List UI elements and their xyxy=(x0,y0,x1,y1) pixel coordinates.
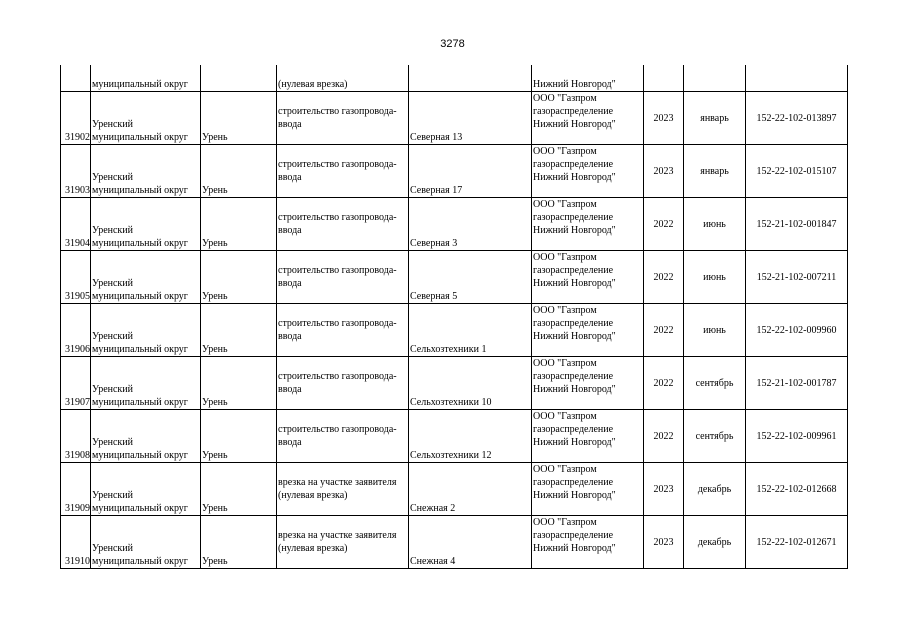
org-line-2: газораспределение xyxy=(533,159,614,170)
org-line-1: ООО "Газпром xyxy=(533,199,597,210)
table-body xyxy=(61,65,848,569)
cell-org xyxy=(532,516,644,569)
cell-street: Снежная 4 xyxy=(409,516,532,569)
cell-num: 31902 xyxy=(61,92,91,145)
cell-num: 31909 xyxy=(61,463,91,516)
district-line-2: муниципальный округ xyxy=(92,291,188,302)
org-line-3: Нижний Новгород" xyxy=(533,331,616,342)
cell-street: Северная 3 xyxy=(409,198,532,251)
org-line-3: Нижний Новгород" xyxy=(533,119,616,130)
district-line-1: Уренский xyxy=(92,172,133,183)
org-line-2: газораспределение xyxy=(533,318,614,329)
cell-district: муниципальный округ xyxy=(91,65,201,92)
cell-street: Сельхозтехники 10 xyxy=(409,357,532,410)
cell-code: 152-22-102-009960 xyxy=(746,304,848,357)
table-row xyxy=(61,410,848,463)
table-row-continuation xyxy=(61,65,848,92)
district-line-1: Уренский xyxy=(92,384,133,395)
district-line-1: Уренский xyxy=(92,331,133,342)
cell-district xyxy=(91,251,201,304)
table-row xyxy=(61,251,848,304)
cell-locality: Урень xyxy=(201,198,277,251)
cell-org xyxy=(532,251,644,304)
cell-org xyxy=(532,357,644,410)
org-line-3: Нижний Новгород" xyxy=(533,384,616,395)
cell-locality: Урень xyxy=(201,304,277,357)
org-line-1: ООО "Газпром xyxy=(533,358,597,369)
cell-org xyxy=(532,410,644,463)
table-row xyxy=(61,145,848,198)
cell-code: 152-22-102-012671 xyxy=(746,516,848,569)
cell-work xyxy=(277,92,409,145)
cell-locality: Урень xyxy=(201,516,277,569)
work-line-2: (нулевая врезка) xyxy=(278,490,348,501)
org-line-3: Нижний Новгород" xyxy=(533,172,616,183)
cell-num: 31908 xyxy=(61,410,91,463)
cell-year: 2022 xyxy=(644,357,684,410)
org-line-2: газораспределение xyxy=(533,477,614,488)
org-line-1: ООО "Газпром xyxy=(533,517,597,528)
district-line-1: Уренский xyxy=(92,437,133,448)
cell-org xyxy=(532,92,644,145)
cell-code xyxy=(746,65,848,92)
cell-num xyxy=(61,65,91,92)
cell-street: Северная 5 xyxy=(409,251,532,304)
district-line-2: муниципальный округ xyxy=(92,397,188,408)
cell-district xyxy=(91,516,201,569)
cell-num: 31906 xyxy=(61,304,91,357)
org-line-1: ООО "Газпром xyxy=(533,464,597,475)
cell-code: 152-22-102-012668 xyxy=(746,463,848,516)
cell-work xyxy=(277,304,409,357)
cell-num: 31905 xyxy=(61,251,91,304)
cell-month: сентябрь xyxy=(684,410,746,463)
district-line-1: Уренский xyxy=(92,543,133,554)
cell-year: 2023 xyxy=(644,145,684,198)
district-line-2: муниципальный округ xyxy=(92,185,188,196)
work-line-2: (нулевая врезка) xyxy=(278,543,348,554)
cell-code: 152-22-102-009961 xyxy=(746,410,848,463)
data-table xyxy=(60,65,848,569)
org-line-1: ООО "Газпром xyxy=(533,411,597,422)
cell-work xyxy=(277,463,409,516)
work-line-1: строительство газопровода- xyxy=(278,371,397,382)
org-line-3: Нижний Новгород" xyxy=(533,437,616,448)
cell-district xyxy=(91,357,201,410)
work-line-2: ввода xyxy=(278,437,302,448)
org-line-2: газораспределение xyxy=(533,530,614,541)
work-line-1: строительство газопровода- xyxy=(278,424,397,435)
work-line-1: строительство газопровода- xyxy=(278,265,397,276)
table-row xyxy=(61,304,848,357)
cell-year: 2022 xyxy=(644,251,684,304)
cell-work xyxy=(277,357,409,410)
district-line-2: муниципальный округ xyxy=(92,344,188,355)
cell-month: июнь xyxy=(684,198,746,251)
cell-month: декабрь xyxy=(684,463,746,516)
cell-year: 2023 xyxy=(644,463,684,516)
cell-code: 152-22-102-015107 xyxy=(746,145,848,198)
cell-locality: Урень xyxy=(201,463,277,516)
cell-num: 31903 xyxy=(61,145,91,198)
work-line-2: ввода xyxy=(278,384,302,395)
district-line-1: Уренский xyxy=(92,119,133,130)
cell-org xyxy=(532,145,644,198)
district-line-1: Уренский xyxy=(92,225,133,236)
cell-num: 31910 xyxy=(61,516,91,569)
district-line-2: муниципальный округ xyxy=(92,450,188,461)
cell-work xyxy=(277,145,409,198)
work-line-2: ввода xyxy=(278,225,302,236)
district-line-2: муниципальный округ xyxy=(92,503,188,514)
cell-work xyxy=(277,251,409,304)
table-row xyxy=(61,198,848,251)
work-line-2: ввода xyxy=(278,278,302,289)
org-line-2: газораспределение xyxy=(533,265,614,276)
cell-code: 152-22-102-013897 xyxy=(746,92,848,145)
work-line-1: строительство газопровода- xyxy=(278,159,397,170)
work-line-2: ввода xyxy=(278,331,302,342)
work-line-1: строительство газопровода- xyxy=(278,212,397,223)
cell-street xyxy=(409,65,532,92)
work-line-1: строительство газопровода- xyxy=(278,106,397,117)
work-line-1: строительство газопровода- xyxy=(278,318,397,329)
table-row xyxy=(61,463,848,516)
cell-month: декабрь xyxy=(684,516,746,569)
cell-street: Сельхозтехники 12 xyxy=(409,410,532,463)
cell-year xyxy=(644,65,684,92)
cell-code: 152-21-102-007211 xyxy=(746,251,848,304)
cell-num: 31904 xyxy=(61,198,91,251)
cell-locality: Урень xyxy=(201,92,277,145)
cell-work xyxy=(277,516,409,569)
org-line-2: газораспределение xyxy=(533,212,614,223)
cell-locality: Урень xyxy=(201,251,277,304)
work-line-1: врезка на участке заявителя xyxy=(278,477,397,488)
org-line-1: ООО "Газпром xyxy=(533,305,597,316)
cell-year: 2023 xyxy=(644,516,684,569)
cell-work xyxy=(277,410,409,463)
cell-code: 152-21-102-001787 xyxy=(746,357,848,410)
org-line-3: Нижний Новгород" xyxy=(533,225,616,236)
cell-code: 152-21-102-001847 xyxy=(746,198,848,251)
org-line-1: ООО "Газпром xyxy=(533,252,597,263)
org-line-2: газораспределение xyxy=(533,371,614,382)
table-row xyxy=(61,516,848,569)
table-row xyxy=(61,92,848,145)
cell-locality xyxy=(201,65,277,92)
cell-street: Снежная 2 xyxy=(409,463,532,516)
cell-district xyxy=(91,92,201,145)
cell-street: Северная 13 xyxy=(409,92,532,145)
cell-org xyxy=(532,463,644,516)
cell-org xyxy=(532,198,644,251)
cell-locality: Урень xyxy=(201,357,277,410)
cell-district xyxy=(91,145,201,198)
cell-year: 2022 xyxy=(644,304,684,357)
district-line-2: муниципальный округ xyxy=(92,238,188,249)
org-line-3: Нижний Новгород" xyxy=(533,543,616,554)
cell-district xyxy=(91,410,201,463)
cell-org: Нижний Новгород" xyxy=(532,65,644,92)
cell-work: (нулевая врезка) xyxy=(277,65,409,92)
cell-work xyxy=(277,198,409,251)
cell-year: 2023 xyxy=(644,92,684,145)
work-line-2: ввода xyxy=(278,172,302,183)
district-line-2: муниципальный округ xyxy=(92,556,188,567)
org-line-3: Нижний Новгород" xyxy=(533,278,616,289)
cell-month: июнь xyxy=(684,251,746,304)
cell-district xyxy=(91,198,201,251)
cell-district xyxy=(91,304,201,357)
org-line-1: ООО "Газпром xyxy=(533,93,597,104)
cell-month: сентябрь xyxy=(684,357,746,410)
district-line-2: муниципальный округ xyxy=(92,132,188,143)
org-line-3: Нижний Новгород" xyxy=(533,490,616,501)
cell-org xyxy=(532,304,644,357)
cell-street: Северная 17 xyxy=(409,145,532,198)
cell-month: январь xyxy=(684,92,746,145)
cell-street: Сельхозтехники 1 xyxy=(409,304,532,357)
cell-year: 2022 xyxy=(644,410,684,463)
cell-district xyxy=(91,463,201,516)
district-line-1: Уренский xyxy=(92,278,133,289)
cell-locality: Урень xyxy=(201,410,277,463)
cell-month: июнь xyxy=(684,304,746,357)
org-line-2: газораспределение xyxy=(533,106,614,117)
org-line-2: газораспределение xyxy=(533,424,614,435)
work-line-1: врезка на участке заявителя xyxy=(278,530,397,541)
cell-year: 2022 xyxy=(644,198,684,251)
cell-month xyxy=(684,65,746,92)
cell-month: январь xyxy=(684,145,746,198)
page-number: 3278 xyxy=(440,38,465,50)
org-line-1: ООО "Газпром xyxy=(533,146,597,157)
cell-num: 31907 xyxy=(61,357,91,410)
district-line-1: Уренский xyxy=(92,490,133,501)
cell-locality: Урень xyxy=(201,145,277,198)
table-row xyxy=(61,357,848,410)
work-line-2: ввода xyxy=(278,119,302,130)
